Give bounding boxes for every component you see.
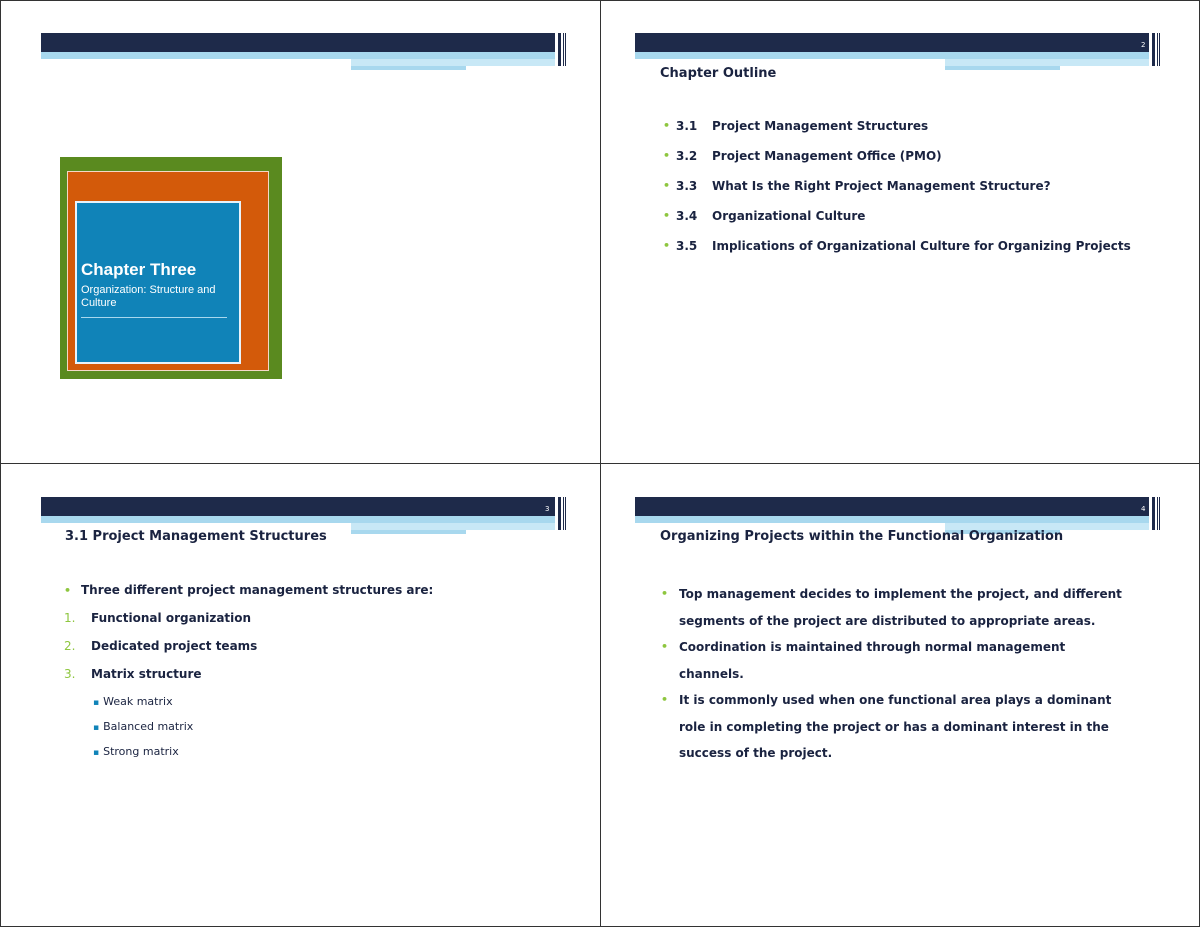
- list-item: • 3.5 Implications of Organizational Culture for Organizing Projects: [663, 239, 1131, 253]
- list-item: ▪ Weak matrix: [93, 695, 173, 708]
- list-item: • 3.3 What Is the Right Project Management Structure?: [663, 179, 1051, 193]
- page-number: 3: [545, 505, 550, 513]
- chapter-subtitle: Organization: Structure and Culture: [81, 284, 216, 309]
- bullet-icon: •: [661, 693, 669, 706]
- list-item: • 3.1 Project Management Structures: [663, 119, 929, 133]
- title-frame-blue: [75, 201, 241, 364]
- bullet-icon: •: [661, 640, 669, 653]
- page-number: 4: [1141, 505, 1146, 513]
- bullet-icon: •: [661, 587, 669, 600]
- list-item: 3. Matrix structure: [64, 667, 202, 681]
- slide-3-title: 3.1 Project Management Structures: [65, 529, 327, 544]
- bullet-icon: •: [663, 209, 671, 222]
- square-bullet-icon: ▪: [93, 723, 100, 733]
- bullet-icon: •: [663, 239, 671, 252]
- slide-header-bar: [41, 33, 569, 73]
- bullet-icon: •: [663, 149, 671, 162]
- list-item: • Coordination is maintained through normal management channels.: [661, 634, 1131, 687]
- list-item: • It is commonly used when one functional area plays a dominant role in completing the project or has a dominant interest in the success of the project.: [661, 687, 1131, 767]
- list-item: ▪ Balanced matrix: [93, 720, 194, 733]
- square-bullet-icon: ▪: [93, 698, 100, 708]
- slide-1: [1, 1, 601, 464]
- square-bullet-icon: ▪: [93, 748, 100, 758]
- bullet-icon: •: [663, 119, 671, 132]
- structures-list: [64, 583, 433, 770]
- bullet-icon: •: [663, 179, 671, 192]
- list-item: • Top management decides to implement the project, and different segments of the project are distributed to appropriate areas.: [661, 581, 1131, 634]
- list-item: • 3.2 Project Management Office (PMO): [663, 149, 942, 163]
- chapter-divider: [81, 317, 227, 318]
- page-number: 2: [1141, 41, 1146, 49]
- list-item: 2. Dedicated project teams: [64, 639, 258, 653]
- list-item: • Three different project management structures are:: [64, 583, 434, 597]
- slide-2-title: Chapter Outline: [660, 66, 777, 81]
- list-item: 1. Functional organization: [64, 611, 252, 625]
- chapter-outline-list: [663, 119, 1131, 269]
- list-item: • 3.4 Organizational Culture: [663, 209, 866, 223]
- chapter-title: Chapter Three: [81, 260, 197, 279]
- list-item: ▪ Strong matrix: [93, 745, 179, 758]
- bullet-icon: •: [64, 584, 72, 597]
- slide-4-title: Organizing Projects within the Functional Organization: [660, 529, 1064, 544]
- functional-org-list: [661, 581, 1131, 767]
